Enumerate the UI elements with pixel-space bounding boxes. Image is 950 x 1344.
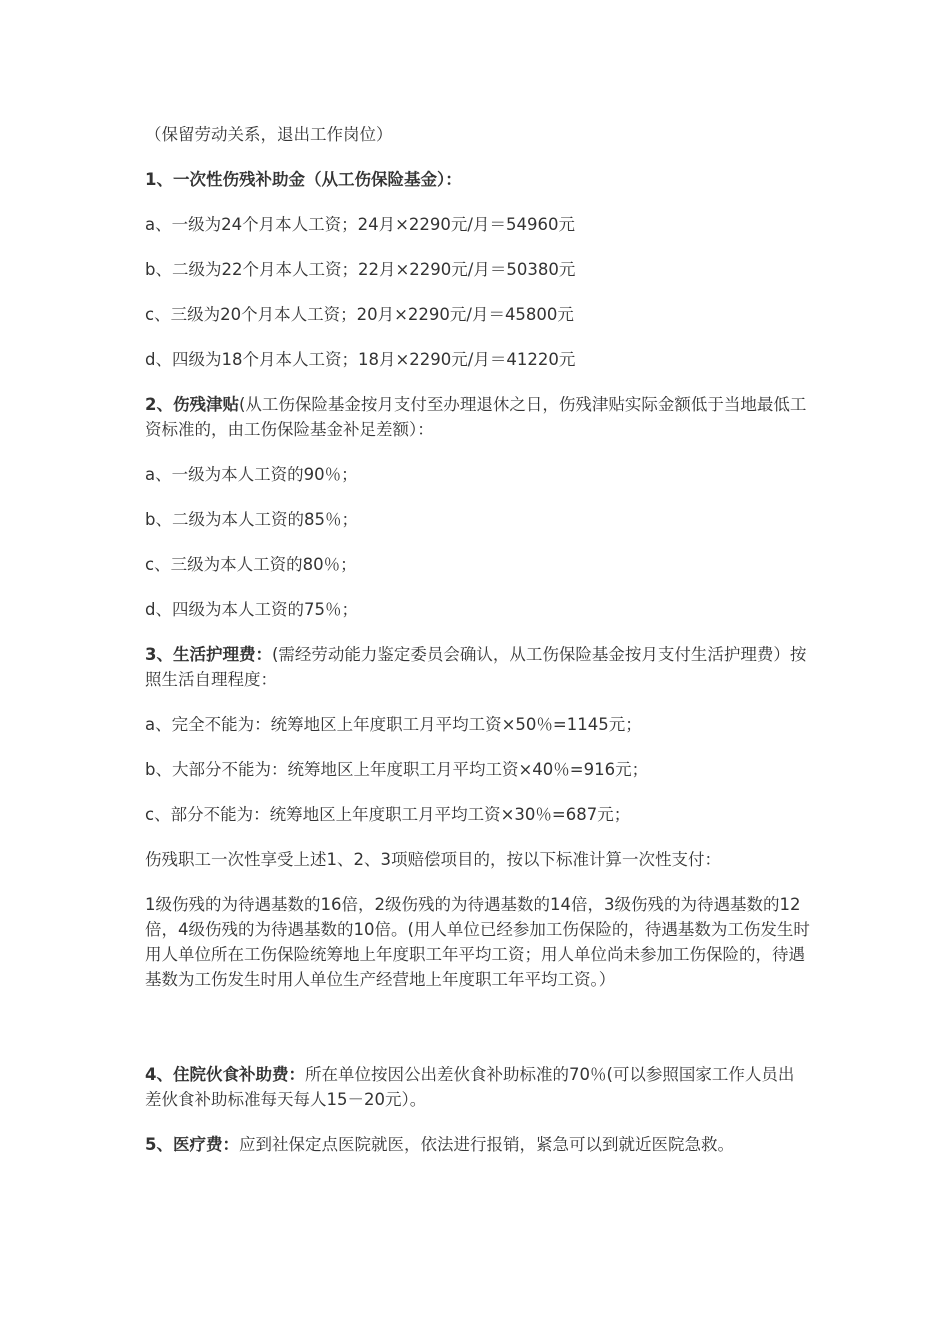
section-5-paragraph (145, 1132, 810, 1157)
section-4-paragraph (145, 1062, 810, 1112)
blank-spacer (145, 1012, 810, 1062)
section-3-item-b: b、大部分不能为：统筹地区上年度职工月平均工资×40％=916元； (145, 760, 649, 779)
section-1-heading: 1、一次性伤残补助金（从工伤保险基金）： (145, 170, 462, 189)
summary-detail: 1级伤残的为待遇基数的16倍，2级伤残的为待遇基数的14倍，3级伤残的为待遇基数的12倍，4级伤残的为待遇基数的10倍。(用人单位已经参加工伤保险的，待遇基数为工伤发生时用人单位所在工伤保险统筹地上年度职工年平均工资；用人单位尚未参加工伤保险的，待遇基数为工伤发生时用人单位生产经营地上年度职工年平均工资。） (145, 895, 810, 989)
section-2-item-c: c、三级为本人工资的80％； (145, 555, 357, 574)
section-2-text: (从工伤保险基金按月支付至办理退休之日，伤残津贴实际金额低于当地最低工资标准的，由工伤保险基金补足差额）： (145, 395, 807, 439)
document-body (145, 122, 810, 1177)
section-2-paragraph (145, 392, 810, 442)
section-2-heading: 2、伤残津贴 (145, 395, 239, 414)
section-2-item-a: a、一级为本人工资的90％； (145, 465, 358, 484)
summary-text: 伤残职工一次性享受上述1、2、3项赔偿项目的，按以下标准计算一次性支付： (145, 850, 721, 869)
section-3-heading: 3、生活护理费： (145, 645, 272, 664)
section-3-paragraph (145, 642, 810, 692)
section-4-text: 所在单位按因公出差伙食补助标准的70％(可以参照国家工作人员出差伙食补助标准每天每人15－20元）。 (145, 1065, 795, 1109)
section-5-text: 应到社保定点医院就医，依法进行报销，紧急可以到就近医院急救。 (238, 1135, 734, 1154)
section-2-item-b: b、二级为本人工资的85％； (145, 510, 358, 529)
section-3-item-c: c、部分不能为：统筹地区上年度职工月平均工资×30％=687元； (145, 805, 631, 824)
section-2-item-d: d、四级为本人工资的75％； (145, 600, 358, 619)
section-1-item-c: c、三级为20个月本人工资；20月×2290元/月＝45800元 (145, 305, 574, 324)
section-3-item-a: a、完全不能为：统筹地区上年度职工月平均工资×50％=1145元； (145, 715, 642, 734)
section-5-heading: 5、医疗费： (145, 1135, 239, 1154)
section-4-heading: 4、住院伙食补助费： (145, 1065, 305, 1084)
section-1-item-b: b、二级为22个月本人工资；22月×2290元/月＝50380元 (145, 260, 576, 279)
section-1-item-d: d、四级为18个月本人工资；18月×2290元/月＝41220元 (145, 350, 576, 369)
section-1-item-a: a、一级为24个月本人工资；24月×2290元/月＝54960元 (145, 215, 575, 234)
section-3-text: (需经劳动能力鉴定委员会确认，从工伤保险基金按月支付生活护理费）按照生活自理程度： (145, 645, 807, 689)
intro-note: （保留劳动关系，退出工作岗位） (145, 125, 393, 144)
